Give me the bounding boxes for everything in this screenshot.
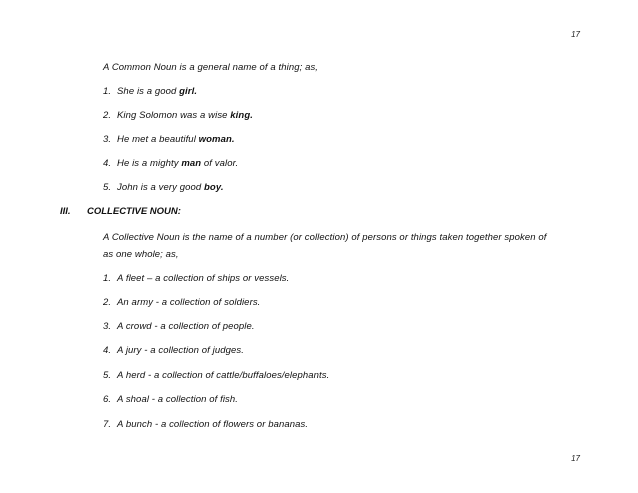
common-noun-example <box>103 134 235 145</box>
section-number: III. <box>60 206 71 217</box>
example-emphasis: woman. <box>198 134 235 145</box>
example-emphasis: boy. <box>204 182 224 193</box>
common-noun-example <box>103 110 253 121</box>
common-noun-example <box>103 86 197 97</box>
example-text: He is a mighty <box>117 158 182 169</box>
example-text: A bunch - a collection of flowers or bananas. <box>117 419 309 430</box>
example-text: A herd - a collection of cattle/buffaloes/elephants. <box>117 370 330 381</box>
collective-noun-intro-line-2: as one whole; as, <box>103 249 179 260</box>
collective-noun-example <box>103 394 238 405</box>
example-text: A shoal - a collection of fish. <box>117 394 239 405</box>
example-text-end: of valor. <box>201 158 239 169</box>
example-number: 2. <box>103 297 112 308</box>
example-number: 3. <box>103 134 112 145</box>
example-number: 2. <box>103 110 112 121</box>
example-number: 3. <box>103 321 112 332</box>
collective-noun-example <box>103 273 289 284</box>
example-emphasis: man <box>181 158 202 169</box>
example-text: A crowd - a collection of people. <box>117 321 255 332</box>
example-text: She is a good <box>117 86 180 97</box>
collective-noun-example <box>103 370 329 381</box>
example-number: 1. <box>103 273 112 284</box>
page-number-bottom: 17 <box>571 454 580 463</box>
example-number: 5. <box>103 370 112 381</box>
example-text: A fleet – a collection of ships or vessels. <box>117 273 290 284</box>
example-text: A jury - a collection of judges. <box>117 345 244 356</box>
example-number: 7. <box>103 419 112 430</box>
common-noun-example <box>103 158 238 169</box>
collective-noun-example <box>103 419 308 430</box>
collective-noun-example <box>103 321 255 332</box>
page-number-top: 17 <box>571 30 580 39</box>
example-text: An army - a collection of soldiers. <box>117 297 261 308</box>
example-text: John is a very good <box>117 182 205 193</box>
collective-noun-example <box>103 297 260 308</box>
example-text: King Solomon was a wise <box>117 110 231 121</box>
example-emphasis: girl. <box>179 86 198 97</box>
example-number: 4. <box>103 345 112 356</box>
example-emphasis: king. <box>230 110 253 121</box>
example-number: 5. <box>103 182 112 193</box>
example-number: 4. <box>103 158 112 169</box>
example-number: 1. <box>103 86 112 97</box>
example-text: He met a beautiful <box>117 134 199 145</box>
common-noun-example <box>103 182 224 193</box>
common-noun-intro: A Common Noun is a general name of a thing; as, <box>103 62 319 73</box>
collective-noun-intro-line-1: A Collective Noun is the name of a number (or collection) of persons or things taken together spoken of <box>103 232 547 243</box>
collective-noun-example <box>103 345 244 356</box>
section-heading: COLLECTIVE NOUN: <box>87 206 181 217</box>
example-number: 6. <box>103 394 112 405</box>
